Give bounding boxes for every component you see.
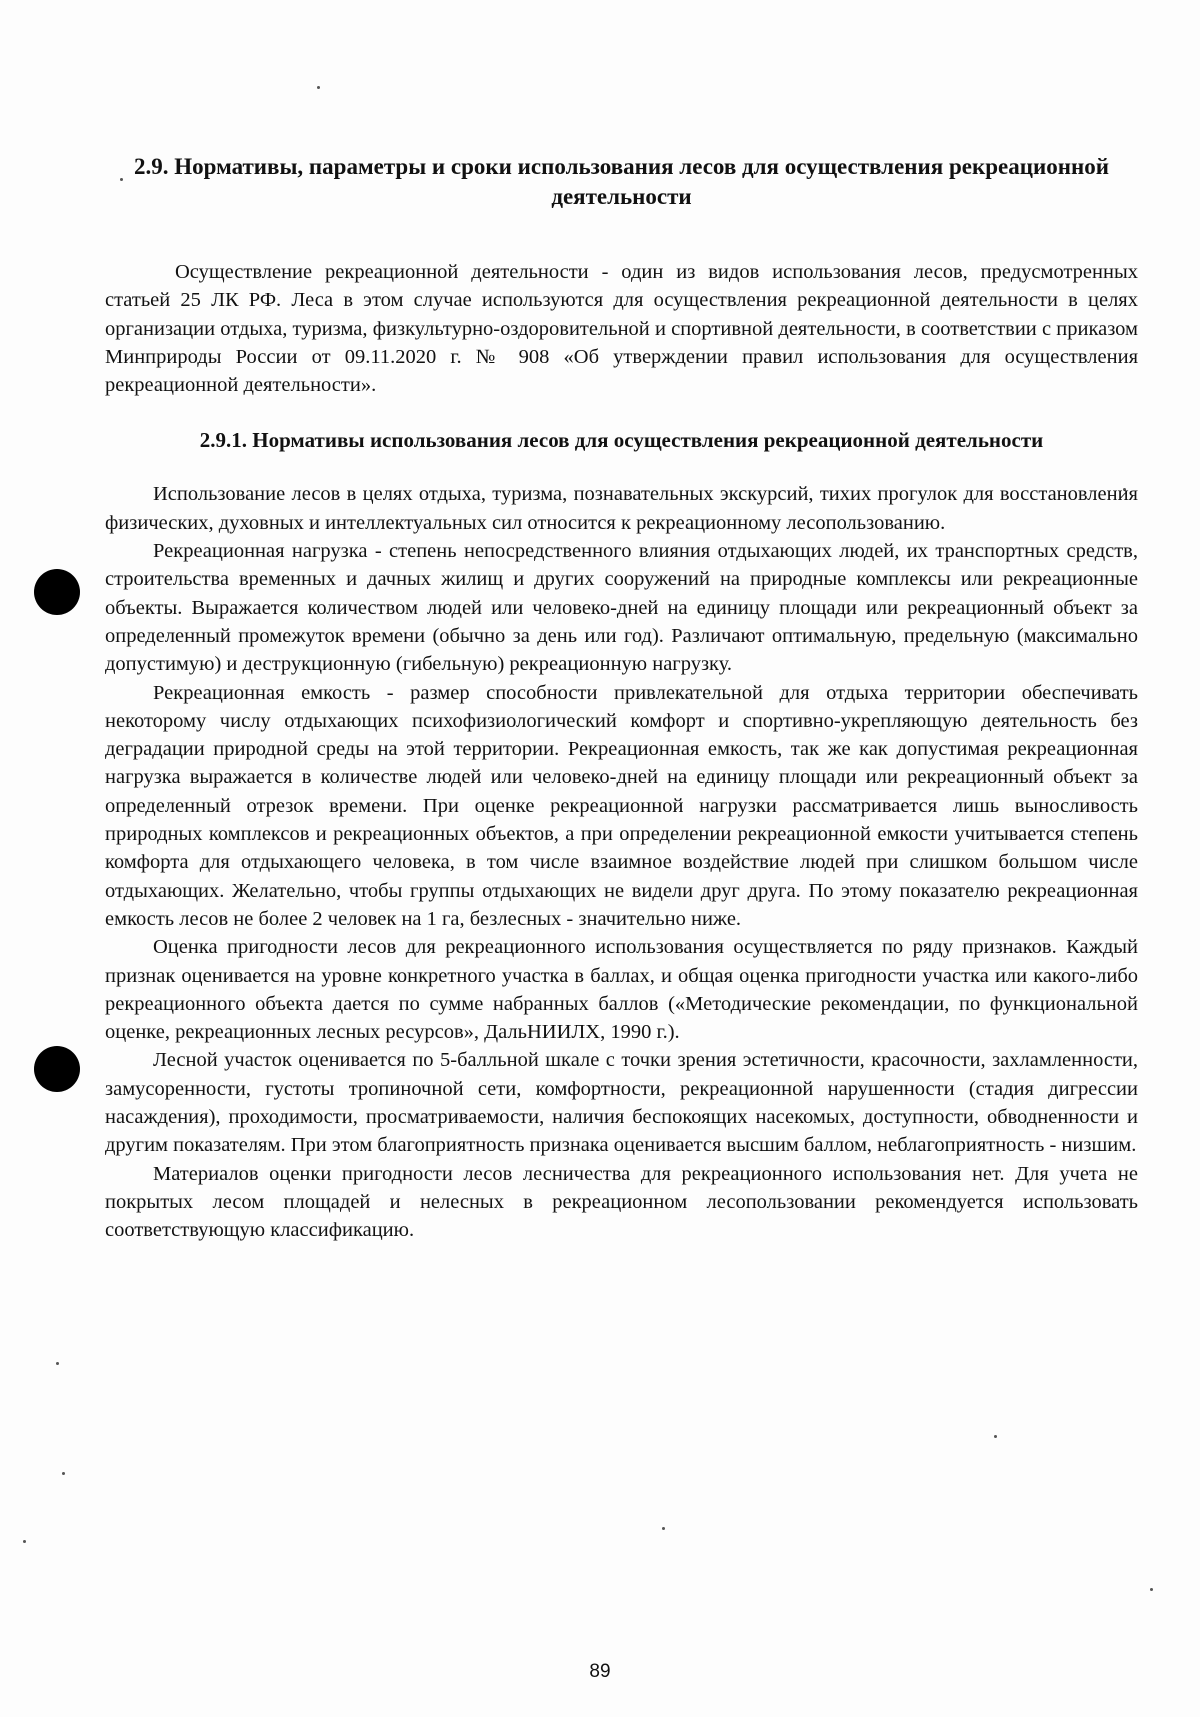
page-number: 89 <box>589 1661 611 1682</box>
scan-speck <box>62 1472 65 1475</box>
document-body <box>105 152 1138 1245</box>
scan-speck <box>662 1527 665 1530</box>
paragraph-recreational-use: Использование лесов в целях отдыха, туризма, познавательных экскурсий, тихих прогулок для восстановления физических, духовных и интеллектуальных сил относится к рекреационному лесопользованию. <box>105 483 1138 534</box>
paragraph-suitability-assessment: Оценка пригодности лесов для рекреационного использования осуществляется по ряду признаков. Каждый признак оценивается на уровне конкретного участка в баллах, и общая оценка пригодности участка или какого-либо рекреационного объекта дается по сумме набранных баллов («Методические рекомендации, по функциональной оценке, рекреационных лесных ресурсов», ДальНИИЛХ, 1990 г.). <box>105 936 1138 1044</box>
punch-hole <box>34 569 80 615</box>
punch-hole <box>34 1046 80 1092</box>
paragraph-classification: Материалов оценки пригодности лесов лесничества для рекреационного использования нет. Для учета не покрытых лесом площадей и нелесных в рекреационном лесопользовании рекомендуется использовать соответствующую классификацию. <box>105 1162 1138 1242</box>
paragraph-scoring-scale: Лесной участок оценивается по 5-балльной шкале с точки зрения эстетичности, красочности, захламленности, замусоренности, густоты тропиночной сети, комфортности, рекреационной нарушенности (стадия дигрессии насаждения), проходимости, просматриваемости, наличия беспокоящих насекомых, доступности, обводненности и другим показателям. При этом благоприятность признака оценивается высшим баллом, неблагоприятность - низшим. <box>105 1049 1138 1157</box>
scan-speck <box>317 86 320 89</box>
scan-speck <box>56 1362 59 1365</box>
intro-paragraph: Осуществление рекреационной деятельности - один из видов использования лесов, предусмотренных статьей 25 ЛК РФ. Леса в этом случае используются для осуществления рекреационной деятельности в целях организации отдыха, туризма, физкультурно-оздоровительной и спортивной деятельности, в соответствии с приказом Минприроды России от 09.11.2020 г. № 908 «Об утверждении правил использования для осуществления рекреационной деятельности». <box>105 261 1138 397</box>
section-title: 2.9. Нормативы, параметры и сроки использования лесов для осуществления рекреационной деятельности <box>134 154 1109 209</box>
scan-speck <box>994 1435 997 1438</box>
paragraph-recreational-capacity: Рекреационная емкость - размер способности привлекательной для отдыха территории обеспечивать некоторому числу отдыхающих психофизиологический комфорт и спортивно-укрепляющую деятельность без деградации природной среды на этой территории. Рекреационная емкость, так же как допустимая рекреационная нагрузка выражается в количестве людей или человеко-дней на единицу площади или рекреационный объект за определенный отрезок времени. При оценке рекреационной нагрузки рассматривается лишь выносливость природных комплексов и рекреационных объектов, а при определении рекреационной емкости учитывается степень комфорта для отдыхающего человека, в том числе взаимное воздействие людей при слишком большом числе отдыхающих. Желательно, чтобы группы отдыхающих не видели друг друга. По этому показателю рекреационная емкость лесов не более 2 человек на 1 га, безлесных - значительно ниже. <box>105 681 1138 930</box>
paragraph-recreational-load: Рекреационная нагрузка - степень непосредственного влияния отдыхающих людей, их транспортных средств, строительства временных и дачных жилищ и других сооружений на природные комплексы или рекреационные объекты. Выражается количеством людей или человеко-дней на единицу площади или рекреационный объект за определенный промежуток времени (обычно за день или год). Различают оптимальную, предельную (максимально допустимую) и деструкционную (гибельную) рекреационную нагрузку. <box>105 540 1138 676</box>
scan-speck <box>23 1540 26 1543</box>
subsection-title: 2.9.1. Нормативы использования лесов для осуществления рекреационной деятельности <box>199 428 1044 453</box>
scan-speck <box>1150 1588 1153 1591</box>
